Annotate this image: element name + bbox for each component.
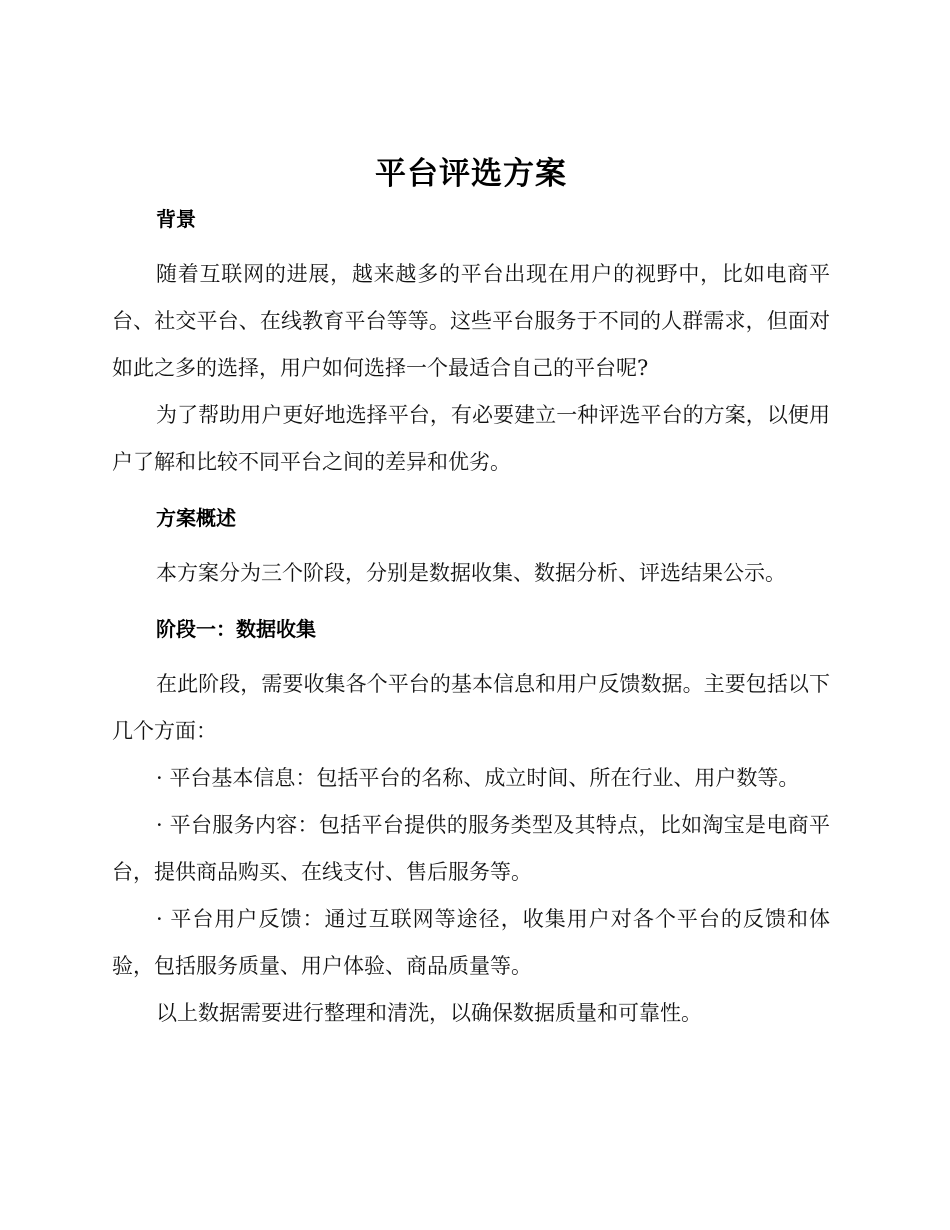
background-paragraph-2: 为了帮助用户更好地选择平台，有必要建立一种评选平台的方案，以便用户了解和比较不同平台之间的差异和优劣。: [112, 403, 830, 474]
overview-paragraph: 本方案分为三个阶段，分别是数据收集、数据分析、评选结果公示。: [156, 561, 786, 585]
section-heading-background: 背景: [156, 207, 196, 231]
section-heading-overview: 方案概述: [156, 506, 236, 530]
document-title: 平台评选方案: [375, 156, 567, 192]
stage1-intro-paragraph: 在此阶段，需要收集各个平台的基本信息和用户反馈数据。主要包括以下几个方面：: [112, 672, 830, 743]
background-paragraph-1: 随着互联网的进展，越来越多的平台出现在用户的视野中，比如电商平台、社交平台、在线教育平台等等。这些平台服务于不同的人群需求，但面对如此之多的选择，用户如何选择一个最适合自己的平台呢?: [112, 262, 830, 380]
section-heading-stage1: 阶段一：数据收集: [156, 617, 316, 641]
stage1-bullet-user-feedback: · 平台用户反馈：通过互联网等途径，收集用户对各个平台的反馈和体验，包括服务质量、用户体验、商品质量等。: [112, 907, 830, 978]
stage1-conclusion-paragraph: 以上数据需要进行整理和清洗，以确保数据质量和可靠性。: [156, 1001, 702, 1025]
stage1-bullet-basic-info: · 平台基本信息：包括平台的名称、成立时间、所在行业、用户数等。: [156, 766, 800, 790]
document-body: [112, 148, 830, 1037]
stage1-bullet-service-content: · 平台服务内容：包括平台提供的服务类型及其特点，比如淘宝是电商平台，提供商品购买、在线支付、售后服务等。: [112, 813, 830, 884]
